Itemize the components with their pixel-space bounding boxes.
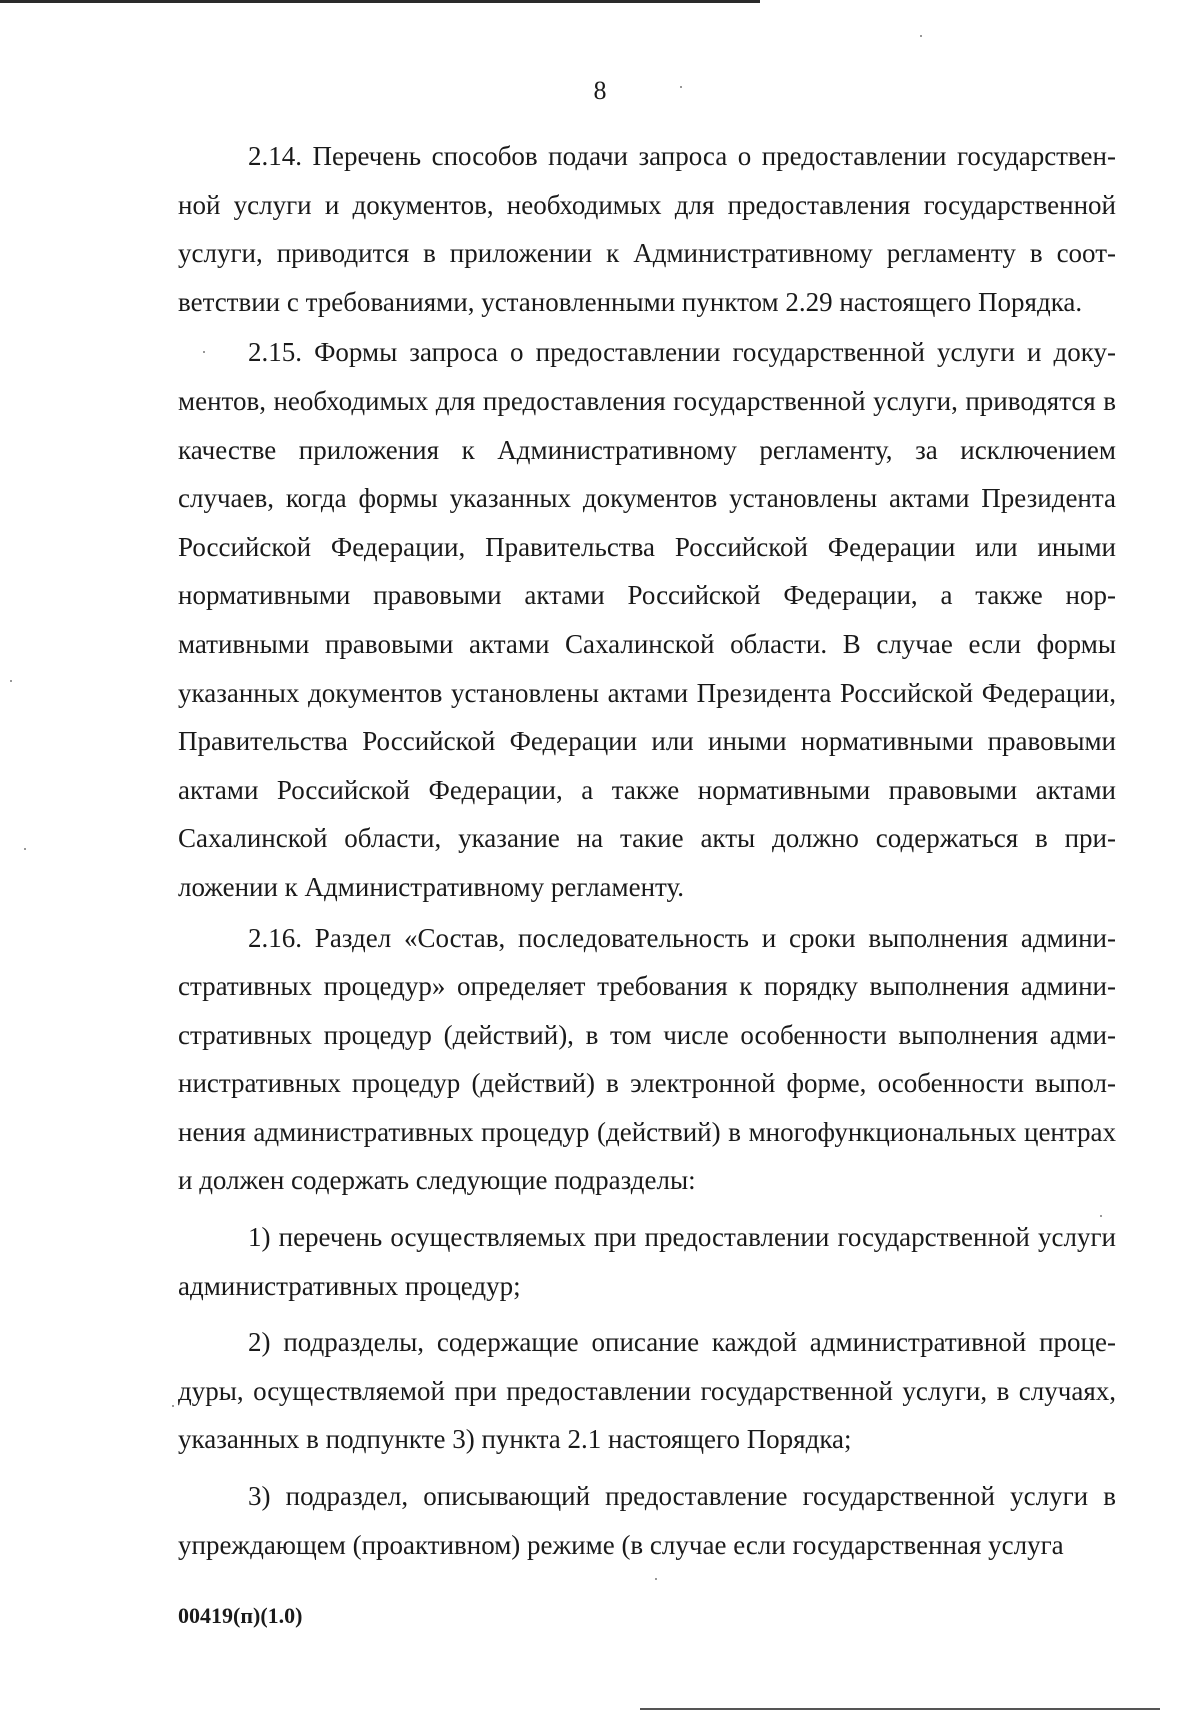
list-item-3: 3) подраздел, описывающий предоставление государственной услуги в упреждающем (проактивном) режиме (в случае если государственная услуга: [178, 1481, 1116, 1560]
page-number: 8: [593, 76, 607, 105]
scan-speck: [655, 1578, 657, 1580]
scan-speck: [24, 848, 26, 850]
scan-speck: [680, 86, 682, 88]
document-body: [178, 132, 1116, 1569]
list-item-2: 2) подразделы, содержащие описание каждой административной процедуры, осуществляемой при предоставлении государственной услуги, в случаях, указанных в подпункте 3) пункта 2.1 настоящего Порядка;: [178, 1327, 1116, 1455]
bottom-scan-rule: [640, 1708, 1160, 1710]
scan-speck: [203, 351, 205, 353]
paragraph-2-15: 2.15. Формы запроса о предоставлении государственной услуги и документов, необходимых для предоставления государственной услуги, приводятся в качестве приложения к Административному регламенту, за исключением случаев, когда формы указанных документов установлены актами Президента Российской Федерации, Правительства Российской Федерации или иными нормативными правовыми актами Российской Федерации, а также нормативными правовыми актами Сахалинской области. В случае если формы указанных документов установлены актами Президента Российской Федерации, Правительства Российской Федерации или иными нормативными правовыми актами Российской Федерации, а также нормативными правовыми актами Сахалинской области, указание на такие акты должно содержаться в приложении к Административному регламенту.: [178, 337, 1116, 902]
paragraph-2-14: 2.14. Перечень способов подачи запроса о предоставлении государственной услуги и документов, необходимых для предоставления государственной услуги, приводится в приложении к Административному регламенту в соответствии с требованиями, установленными пунктом 2.29 настоящего Порядка.: [178, 141, 1116, 317]
list-item-1: 1) перечень осуществляемых при предоставлении государственной услуги административных процедур;: [178, 1222, 1116, 1301]
scan-speck: [172, 1405, 174, 1407]
paragraph-2-16: 2.16. Раздел «Состав, последовательность и сроки выполнения административных процедур» определяет требования к порядку выполнения административных процедур (действий), в том числе особенности выполнения административных процедур (действий) в электронной форме, особенности выполнения административных процедур (действий) в многофункциональных центрах и должен содержать следующие подразделы:: [178, 922, 1116, 1196]
top-scan-rule: [0, 0, 760, 3]
scan-speck: [10, 680, 12, 682]
scan-speck: [1100, 1215, 1102, 1217]
scan-speck: [920, 35, 922, 37]
document-code: 00419(п)(1.0): [178, 1603, 303, 1628]
